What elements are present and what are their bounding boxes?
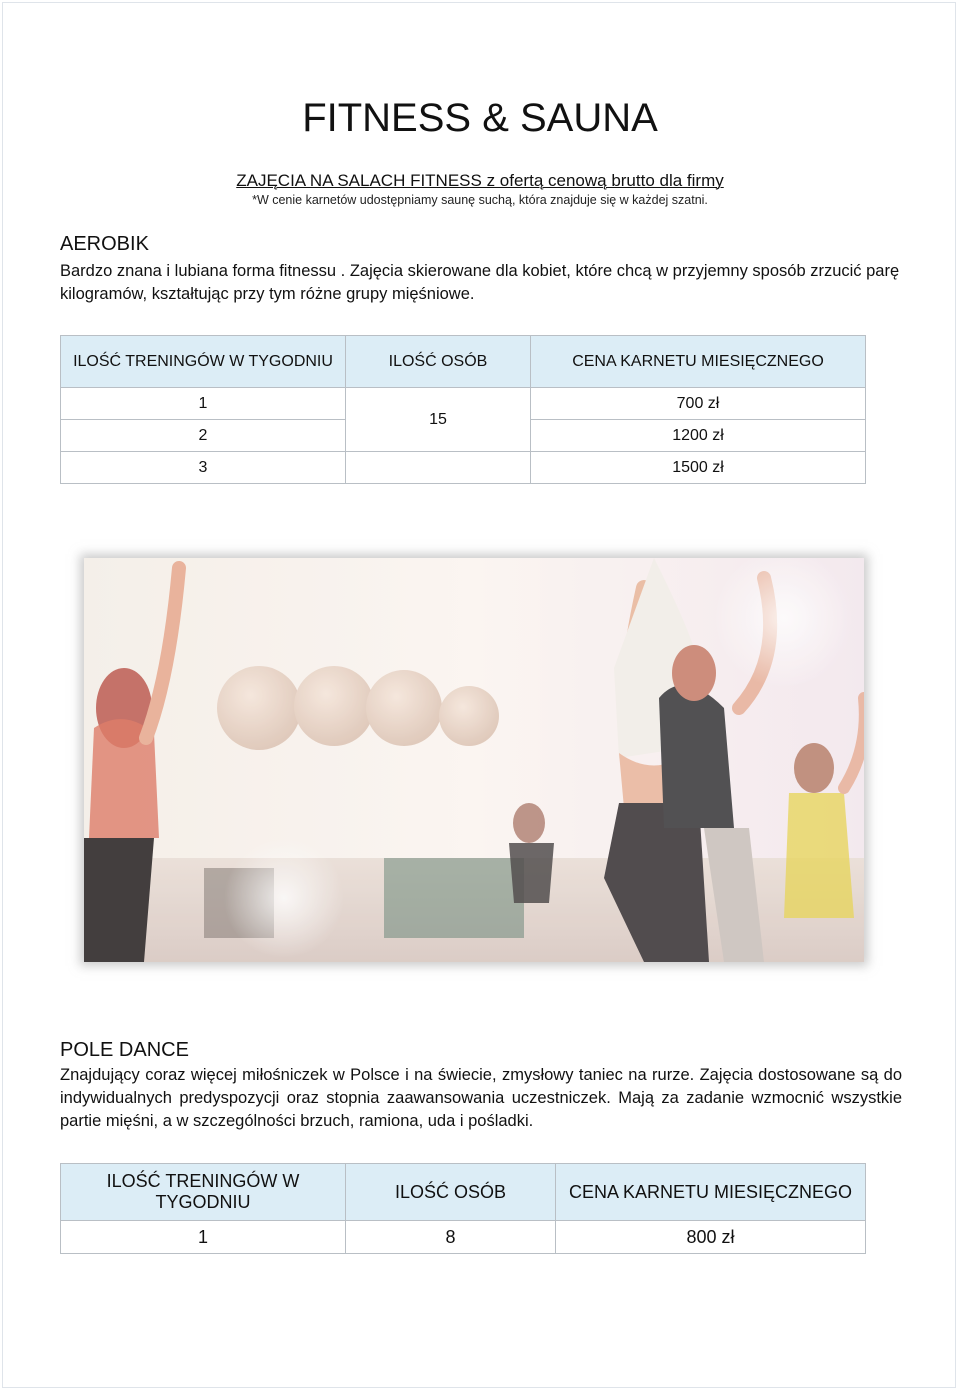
aerobik-price-table bbox=[60, 335, 866, 484]
cell-price: 1500 zł bbox=[531, 452, 866, 484]
header-persons: ILOŚĆ OSÓB bbox=[346, 336, 531, 388]
table-header-row bbox=[61, 336, 866, 388]
cell-trainings: 2 bbox=[61, 420, 346, 452]
cell-price: 1200 zł bbox=[531, 420, 866, 452]
cell-trainings: 3 bbox=[61, 452, 346, 484]
cell-persons: 15 bbox=[346, 388, 531, 452]
cell-persons-empty bbox=[346, 452, 531, 484]
pole-dance-price-table bbox=[60, 1163, 866, 1254]
header-trainings: ILOŚĆ TRENINGÓW W TYGODNIU bbox=[61, 1164, 346, 1221]
header-price: CENA KARNETU MIESIĘCZNEGO bbox=[556, 1164, 866, 1221]
pole-dance-description: Znajdujący coraz więcej miłośniczek w Polsce i na świecie, zmysłowy taniec na rurze. Zajęcia dostosowane są do indywidualnych predyspozycji oraz stopnia zaawansowania uczestniczek. Mają za zadanie wzmocnić wszystkie partie mięśni, a w szczególności brzuch, ramiona, uda i pośladki. bbox=[60, 1066, 902, 1130]
table-row bbox=[61, 1221, 866, 1254]
aerobik-heading: AEROBIK bbox=[60, 233, 149, 255]
table-row bbox=[61, 452, 866, 484]
cell-price: 700 zł bbox=[531, 388, 866, 420]
cell-trainings: 1 bbox=[61, 388, 346, 420]
sauna-note: *W cenie karnetów udostępniamy saunę suchą, która znajduje się w każdej szatni. bbox=[252, 193, 708, 207]
fitness-class-photo bbox=[84, 558, 864, 962]
header-persons: ILOŚĆ OSÓB bbox=[346, 1164, 556, 1221]
page-title: FITNESS & SAUNA bbox=[302, 96, 658, 140]
page-subtitle: ZAJĘCIA NA SALACH FITNESS z ofertą cenową brutto dla firmy bbox=[236, 171, 724, 190]
cell-persons: 8 bbox=[346, 1221, 556, 1254]
cell-price: 800 zł bbox=[556, 1221, 866, 1254]
table-header-row bbox=[61, 1164, 866, 1221]
cell-trainings: 1 bbox=[61, 1221, 346, 1254]
header-price: CENA KARNETU MIESIĘCZNEGO bbox=[531, 336, 866, 388]
table-row bbox=[61, 388, 866, 420]
pole-dance-heading: POLE DANCE bbox=[60, 1039, 189, 1061]
header-trainings: ILOŚĆ TRENINGÓW W TYGODNIU bbox=[61, 336, 346, 388]
aerobik-description: Bardzo znana i lubiana forma fitnessu . Zajęcia skierowane dla kobiet, które chcą w przyjemny sposób zrzucić parę kilogramów, kształtując przy tym różne grupy mięśniowe. bbox=[60, 262, 900, 303]
